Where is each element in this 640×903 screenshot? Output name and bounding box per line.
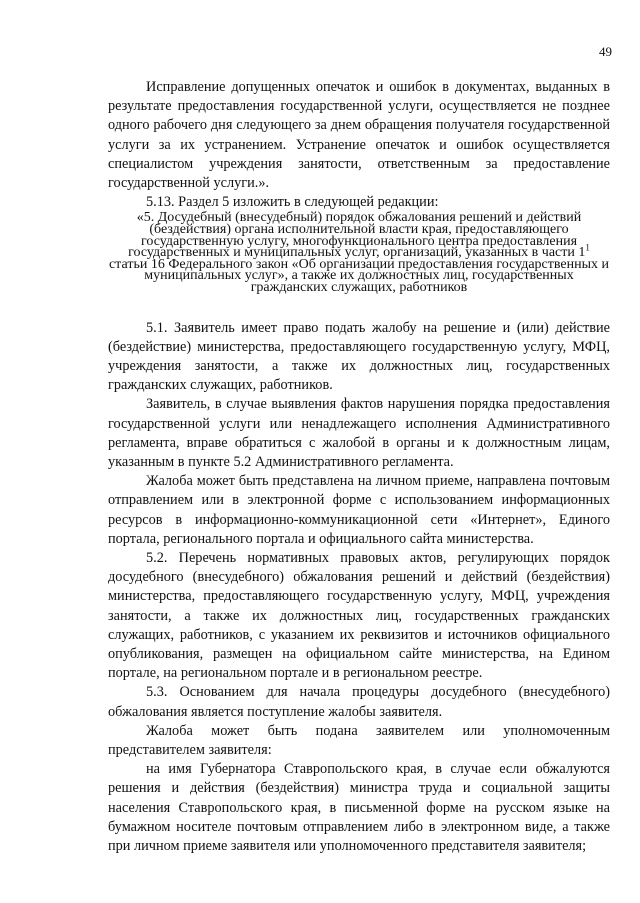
paragraph-complaint-submission: Жалоба может быть представлена на личном приеме, направлена почтовым отправлением или в электронной форме с использованием информационных ресурсов в информационно-коммуникационной сети «Интернет», Единого портала, регионального портала и официального сайта министерства. (108, 473, 610, 547)
paragraph-corrections: Исправление допущенных опечаток и ошибок в документах, выданных в результате предоставления государственной услуги, осуществляется не позднее одного рабочего дня следующего за днем обращения получателя государственной услуги за их устранением. Устранение опечаток и ошибок осуществляется специалистом учреждения занятости, ответственным за предоставление государственной услуги.». (108, 79, 610, 192)
paragraph-5-2: 5.2. Перечень нормативных правовых актов, регулирующих порядок досудебного (внесудебного) обжалования решений и действий (бездействия) министерства, предоставляющего государственную услугу, МФЦ, учреждения занятости, а также их должностных лиц, государственных гражданских служащих, работников, с указанием их реквизитов и источников официального опубликования, размещен на официальном сайте министерства, на Едином портале, на региональном портале и в региональном реестре. (108, 550, 610, 682)
paragraph-governor-address: на имя Губернатора Ставропольского края, в случае если обжалуются решения и действия (бездействия) министра труда и социальной защиты населения Ставропольского края, в письменной форме на русском языке на бумажном носителе почтовым отправлением либо в электронном виде, а также при личном приеме заявителя или уполномоченного представителя заявителя; (108, 761, 610, 855)
section-5-title (108, 212, 610, 293)
paragraph-amendment-5-13: 5.13. Раздел 5 изложить в следующей редакции: (146, 194, 439, 211)
paragraph-who-may-file: Жалоба может быть подана заявителем или уполномоченным представителем заявителя: (108, 722, 610, 759)
paragraph-violations: Заявитель, в случае выявления фактов нарушения порядка предоставления государственной услуги или ненадлежащего исполнения Административного регламента, вправе обратиться с жалобой в органы и к должностным лицам, указанным в пункте 5.2 Административного регламента. (108, 396, 610, 470)
section-5-title-part2: статьи 16 Федерального закон «Об организации предоставления государственных и муниципальных услуг», а также их должностных лиц, государственных гражданских служащих, работников (108, 256, 610, 295)
section-5-title-superscript: 1 (585, 242, 590, 253)
section-5-title-part1: «5. Досудебный (внесудебный) порядок обжалования решений и действий (бездействия) органа исполнительной власти края, предоставляющего государственную услугу, многофункционального центра предоставления государственных и муниципальных услуг, организаций, указанных в части 1 (128, 210, 586, 261)
paragraph-5-1: 5.1. Заявитель имеет право подать жалобу на решение и (или) действие (бездействие) министерства, предоставляющего государственную услугу, МФЦ, учреждения занятости, а также их должностных лиц, государственных гражданских служащих, работников. (108, 319, 610, 394)
document-content (108, 78, 610, 856)
paragraph-5-3: 5.3. Основанием для начала процедуры досудебного (внесудебного) обжалования является поступление жалобы заявителя. (108, 684, 610, 720)
section-gap (108, 294, 610, 319)
page-number: 49 (599, 44, 612, 59)
